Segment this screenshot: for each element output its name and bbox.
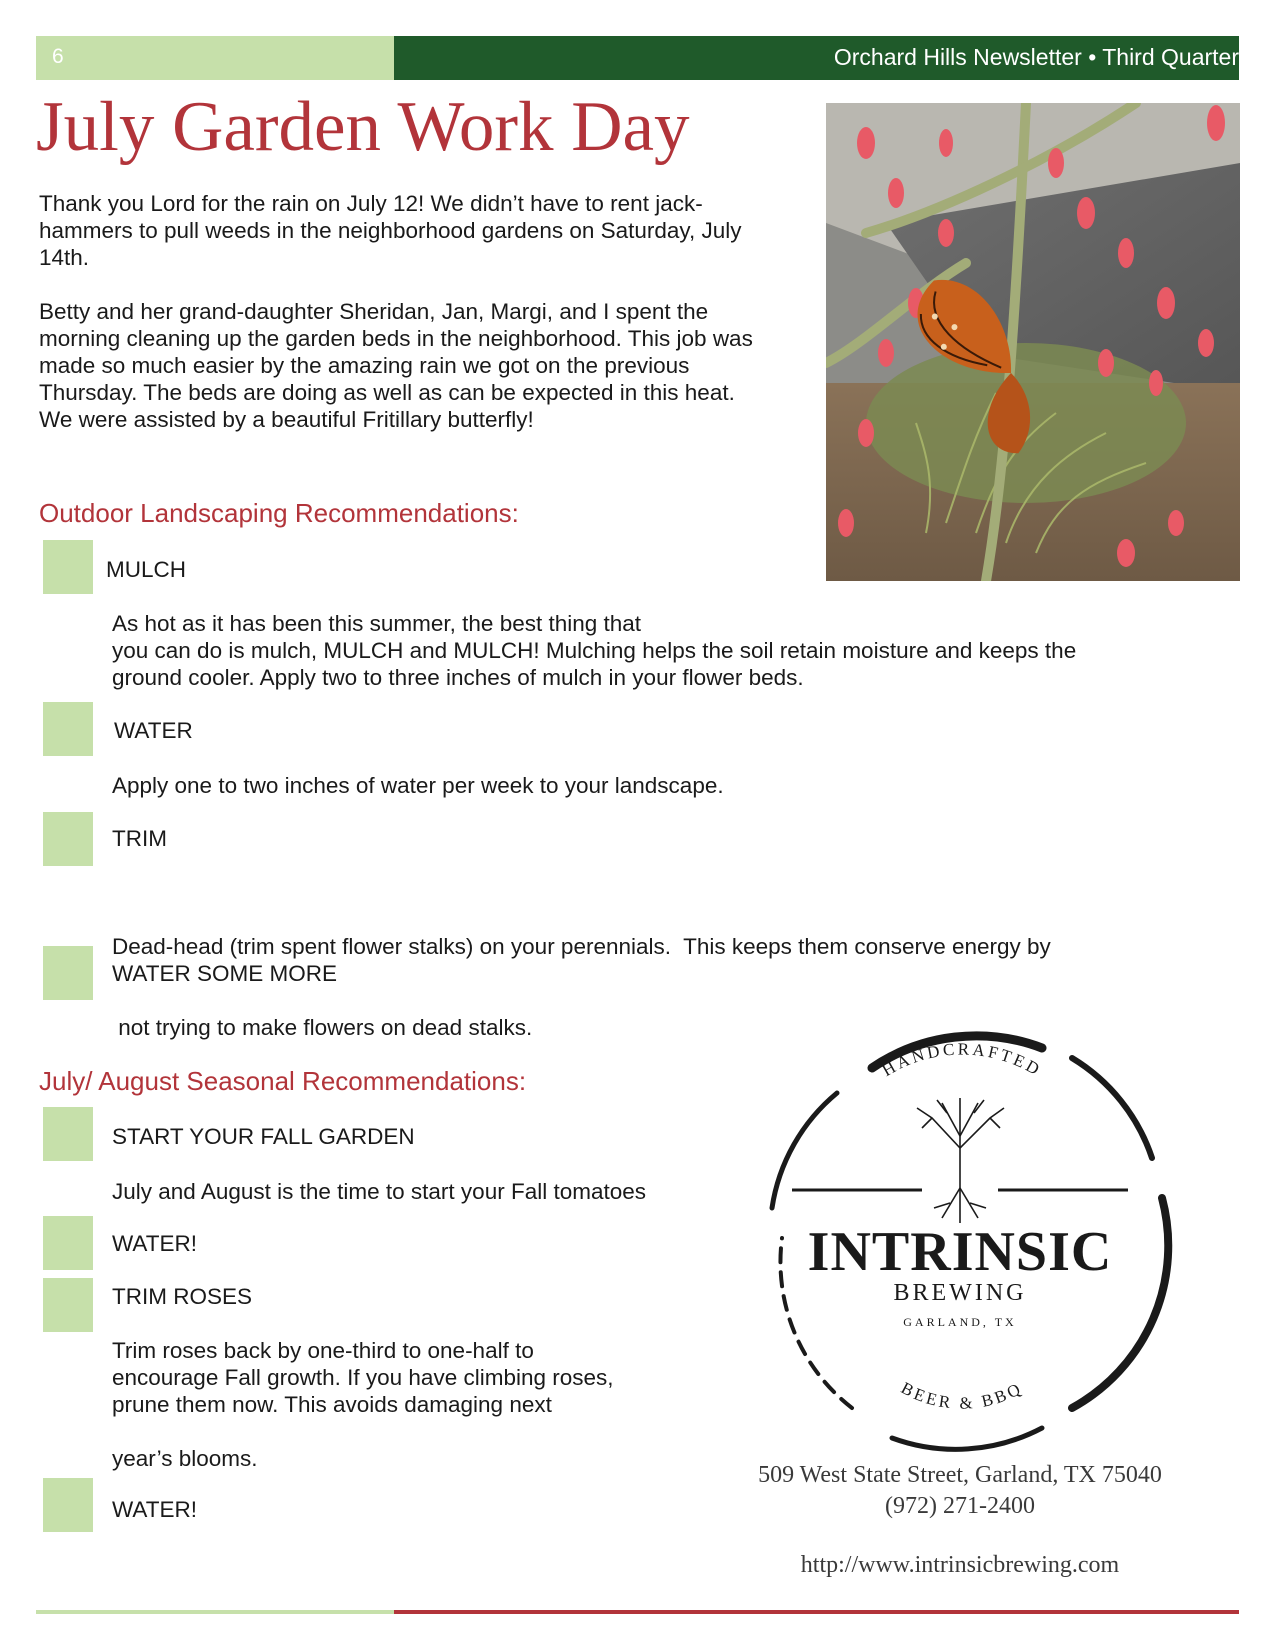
- item-desc-mulch: [112, 610, 1076, 691]
- item-label-fall-garden: START YOUR FALL GARDEN: [112, 1124, 415, 1149]
- item-label-water: WATER!: [112, 1497, 197, 1522]
- checkbox[interactable]: [43, 812, 93, 866]
- desc-line: prune them now. This avoids damaging next: [112, 1392, 552, 1417]
- tree-icon: [917, 1098, 1004, 1223]
- item-label-water: WATER!: [112, 1231, 197, 1256]
- article-body: [39, 190, 759, 460]
- footer-bar-right: [394, 1610, 1239, 1614]
- checkbox[interactable]: [43, 946, 93, 1000]
- checkbox[interactable]: [43, 540, 93, 594]
- ad-brand: INTRINSIC: [807, 1221, 1113, 1283]
- item-label-trim-roses: TRIM ROSES: [112, 1284, 253, 1309]
- outdoor-heading: Outdoor Landscaping Recommendations:: [39, 498, 519, 528]
- seasonal-heading: July/ August Seasonal Recommendations:: [39, 1066, 527, 1096]
- page-number: 6: [52, 45, 64, 68]
- checkbox[interactable]: [43, 1278, 93, 1332]
- desc-line: As hot as it has been this summer, the best thing that: [112, 611, 642, 636]
- checkbox[interactable]: [43, 1216, 93, 1270]
- desc-line: Trim roses back by one-third to one-half to: [112, 1338, 534, 1363]
- desc-line: ground cooler. Apply two to three inches of mulch in your flower beds.: [112, 665, 804, 690]
- ad-url-link[interactable]: http://www.intrinsicbrewing.com: [800, 1552, 1120, 1578]
- item-label-mulch: MULCH: [106, 557, 187, 582]
- item-label-trim: TRIM: [112, 826, 167, 851]
- ad-arc-top: HANDCRAFTED: [878, 1039, 1046, 1081]
- ad-sub: BREWING: [893, 1280, 1027, 1306]
- checkbox[interactable]: [43, 1478, 93, 1532]
- header-bar-left: [36, 36, 394, 80]
- ad-address: 509 West State Street, Garland, TX 75040: [758, 1462, 1162, 1488]
- desc-line: encourage Fall growth. If you have climbing roses,: [112, 1365, 614, 1390]
- paragraph: Thank you Lord for the rain on July 12! We didn’t have to rent jack-hammers to pull weeds in the neighborhood gardens on Saturday, July 14th.: [39, 191, 742, 270]
- footer-bar-left: [36, 1610, 394, 1614]
- butterfly-photo: [826, 103, 1240, 581]
- item-label-water: WATER: [114, 718, 193, 743]
- desc-line: you can do is mulch, MULCH and MULCH! Mulching helps the soil retain moisture and keeps the: [112, 638, 1077, 663]
- paragraph: Betty and her grand-daughter Sheridan, Jan, Margi, and I spent the morning cleaning up the garden beds in the neighborhood. This job was made so much easier by the amazing rain we got on the previous Thursday. The beds are doing as well as can be expected in this heat. We were assisted by a beautiful Fritillary butterfly!: [39, 299, 753, 432]
- checkbox[interactable]: [43, 1107, 93, 1161]
- ad-arc-bottom: BEER & BBQ: [897, 1378, 1027, 1413]
- item-desc-trim-roses-tail: year’s blooms.: [112, 1446, 258, 1471]
- item-desc-water: Apply one to two inches of water per week to your landscape.: [112, 773, 724, 798]
- item-desc-fall-garden: July and August is the time to start your Fall tomatoes: [112, 1179, 647, 1204]
- newsletter-title: Orchard Hills Newsletter • Third Quarter: [833, 44, 1239, 70]
- item-desc-trim-roses: [112, 1337, 614, 1418]
- ad-contact: [690, 1460, 1230, 1522]
- item-label-water-some-more: WATER SOME MORE: [112, 961, 337, 986]
- desc-line: not trying to make flowers on dead stalks.: [112, 1015, 533, 1040]
- ad-phone: (972) 271-2400: [885, 1493, 1035, 1519]
- intrinsic-brewing-ad[interactable]: [742, 1008, 1178, 1456]
- checkbox[interactable]: [43, 702, 93, 756]
- article-title: July Garden Work Day: [36, 88, 690, 166]
- desc-line: Dead-head (trim spent flower stalks) on your perennials. This keeps them conserve energy by: [112, 934, 1051, 959]
- ad-location: GARLAND, TX: [903, 1315, 1017, 1329]
